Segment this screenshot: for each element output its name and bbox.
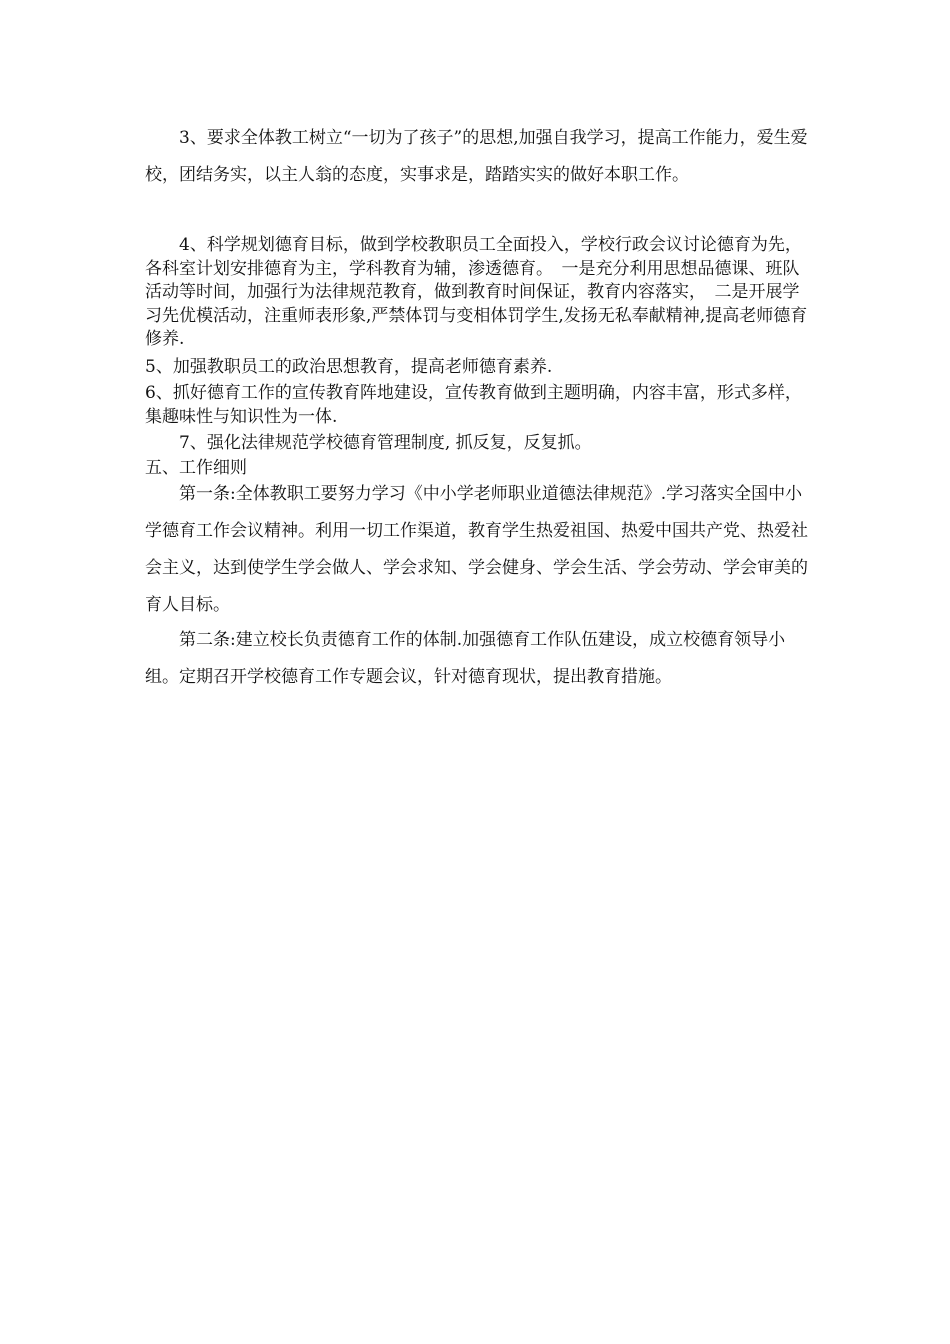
paragraph-item-7: 7、强化法律规范学校德育管理制度, 抓反复，反复抓。 [179,433,592,453]
paragraph-item-3: 3、要求全体教工树立“一切为了孩子”的思想,加强自我学习，提高工作能力，爱生爱校，团结务实，以主人翁的态度，实事求是，踏踏实实的做好本职工作。 [145,128,808,185]
article-2: 第二条:建立校长负责德育工作的体制.加强德育工作队伍建设，成立校德育领导小组。定期召开学校德育工作专题会议，针对德育现状，提出教育措施。 [145,630,786,687]
paragraph-item-6: 6、抓好德育工作的宣传教育阵地建设，宣传教育做到主题明确，内容丰富，形式多样，集趣味性与知识性为一体. [145,383,802,427]
article-1: 第一条:全体教职工要努力学习《中小学老师职业道德法律规范》.学习落实全国中小学德育工作会议精神。利用一切工作渠道，教育学生热爱祖国、热爱中国共产党、热爱社会主义，达到使学生学会做人、学会求知、学会健身、学会生活、学会劳动、学会审美的育人目标。 [145,484,808,615]
paragraph-item-4: 4、科学规划德育目标，做到学校教职员工全面投入，学校行政会议讨论德育为先，各科室计划安排德育为主，学科教育为辅，渗透德育。 一是充分利用思想品德课、班队活动等时间，加强行为法律规范教育，做到教育时间保证，教育内容落实， 二是开展学习先优模活动，注重师表形象,严禁体罚与变相体罚学生,发扬无私奉献精神,提高老师德育修养. [145,235,808,349]
section-heading: 五、工作细则 [145,458,247,478]
paragraph-item-5: 5、加强教职员工的政治思想教育，提高老师德育素养. [145,357,553,377]
